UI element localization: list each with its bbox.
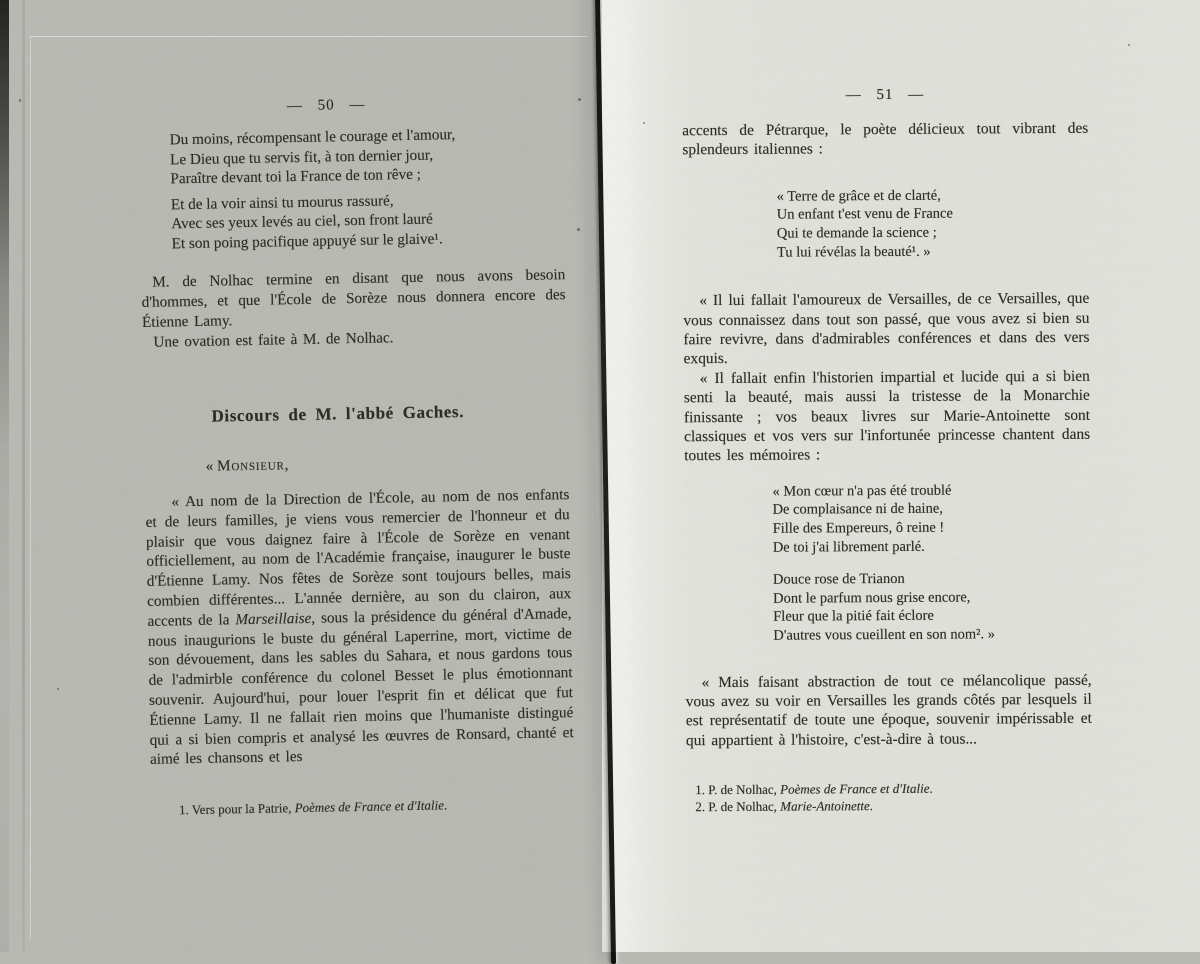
poem-line: Du moins, récompensant le courage et l'amour, (169, 126, 456, 149)
poem-line: « Terre de grâce et de clarté, (776, 187, 941, 205)
poem-line: Douce rose de Trianon (772, 571, 905, 588)
poem-line: Le Dieu que tu servis fit, à ton dernier jour, (169, 146, 434, 168)
page-50-text-column (138, 82, 574, 818)
poem-line: Qui te demande la science ; (776, 224, 937, 242)
footnote: 1. P. de Nolhac, Poèmes de France et d'Italie. (695, 780, 933, 798)
paragraph-versailles: « Il lui fallait l'amoureux de Versailles, de ce Versailles, que vous connaissez dans tout son passé, que vous avez si bien su faire revivre, dans d'admirables conférences et dans des vers exquis. (683, 289, 1090, 368)
footnote: 2. P. de Nolhac, Marie-Antoinette. (695, 798, 874, 815)
poem-line: D'autres vous cueillent en son nom². » (773, 626, 995, 644)
scan-left-edge (0, 0, 9, 952)
page-number: — 51 — (845, 86, 925, 104)
page-51-text-column (682, 83, 1092, 815)
poem-stanza (777, 186, 1089, 262)
poem-line: Avec ses yeux levés au ciel, son front lauré (171, 210, 433, 233)
poem-line: Fille des Empereurs, ô reine ! (772, 519, 945, 537)
paragraph-abstraction: « Mais faisant abstraction de tout ce mélancolique passé, vous avez su voir en Versailles les grands côtés par lesquels il est représentatif de toute une époque, souvenir impérissable et qui appartient à l'histoire, c'est-à-dire à tous... (685, 671, 1092, 750)
poem-stanza (170, 123, 564, 189)
salutation-quote: « (205, 457, 218, 475)
footnote: 1. Vers pour la Patrie, Poèmes de France et d'Italie. (178, 797, 448, 818)
page-fold-line (22, 0, 25, 952)
poem-line: Un enfant t'est venu de France (776, 205, 953, 224)
salutation (206, 450, 569, 476)
salutation-word: Monsieur, (216, 456, 290, 475)
poem-line: Paraître devant toi la France de ton rêve ; (170, 165, 422, 188)
poem-line: Tu lui révélas la beauté¹. » (776, 243, 931, 261)
paragraph-speech-body: « Au nom de la Direction de l'École, au nom de nos enfants et de leurs familles, je viens vous remercier de l'honneur et du plaisir que vous daignez faire à l'École de Sorèze en venant officiellement, au nom de l'Académie française, inaugurer le buste d'Étienne Lamy. Nos fêtes de Sorèze sont toujours belles, mais combien différentes... L'année dernière, au son du clairon, aux accents de la Marseillaise, sous la présidence du général d'Amade, nous inaugurions le buste du général Laperrine, mort, victime de son dévouement, dans les sables du Sahara, et nous gardons tous de l'admirble conférence du colonel Besset le plus émotionnant souvenir. Aujourd'hui, pour louer l'esprit fin et délicat que fut Étienne Lamy. Il ne fallait rien moins que l'humaniste distingué qui a si bien compris et analysé les œuvres de Ronsard, chanté et aimé les chansons et les (145, 486, 574, 769)
poem-line: Et de la voir ainsi tu mourus rassuré, (170, 191, 394, 213)
paragraph-nolhac-conclusion: M. de Nolhac termine en disant que nous avons besoin d'hommes, et que l'École de Sorèze nous donnera encore des Étienne Lamy. (141, 266, 566, 331)
paragraph-historien: « Il fallait enfin l'historien impartial et lucide qui a si bien senti la beauté, mais aussi la tristesse de la Monarchie finissante ; vos beaux livres sur Marie-Antoinette sont classiques et vos vers sur l'infortunée princesse chantent dans toutes les mémoires : (683, 367, 1091, 465)
paragraph-ovation: Une ovation est faite à M. de Nolhac. (153, 329, 394, 352)
paragraph-continuation: accents de Pétrarque, le poète délicieux tout vibrant des splendeurs italiennes : (682, 119, 1089, 159)
poem-line: De complaisance ni de haine, (772, 501, 943, 519)
poem-stanza (772, 481, 1090, 557)
poem-line: De toi j'ai librement parlé. (772, 538, 925, 556)
speech-heading: Discours de M. l'abbé Gaches. (211, 402, 465, 426)
poem-line: Dont le parfum nous grise encore, (773, 589, 971, 607)
poem-line: Et son poing pacifique appuyé sur le glaive¹. (171, 229, 443, 252)
page-number: — 50 — (286, 96, 366, 115)
poem-stanza (171, 188, 565, 254)
footnotes (695, 779, 1092, 815)
poem-stanza (773, 569, 1091, 645)
poem-line: « Mon cœur n'a pas été troublé (772, 482, 952, 500)
poem-line: Fleur que la pitié fait éclore (773, 608, 934, 626)
